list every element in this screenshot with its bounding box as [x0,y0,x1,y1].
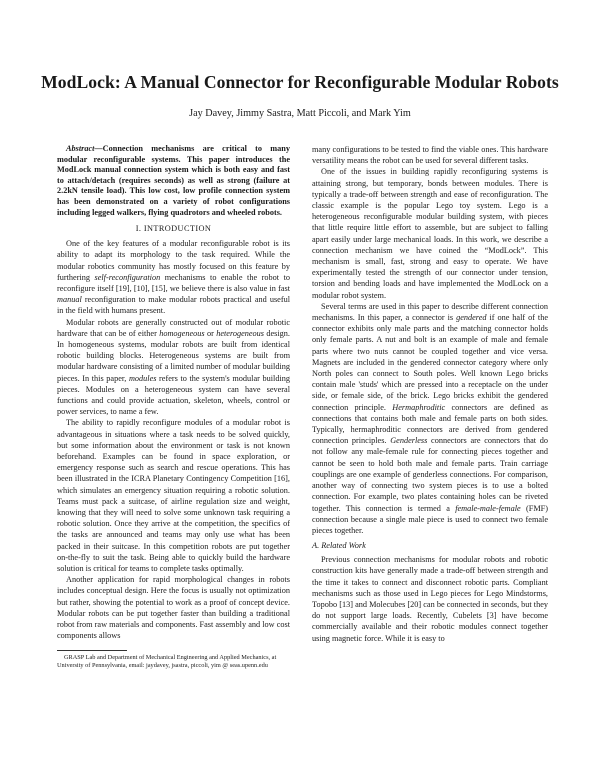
abstract-label: Abstract [66,144,95,153]
footnote-divider [57,650,127,651]
abstract-text: —Connection mechanisms are critical to many modular reconfigurable systems. This paper introduces the ModLock manual connection system which is both easy and fast to attach/detach (requires seconds) as well as strong (failure at 2.2kN tensile load). This low cost, low profile connection system has been demonstrated on a variety of robot configurations including legged walkers, flying quadrotors and wheeled robots. [57,144,290,217]
right-paragraph-3: Several terms are used in this paper to describe different connection mechanisms. In this paper, a connector is gendered if one half of the connector exhibits only male parts and the matching connector holds only female parts. A nut and bolt is an example of male and female parts where two nuts cannot be coupled together and vice versa. Magnets are included in the gendered connector category where only North poles can connect to South poles. Well known Lego bricks contain male 'studs' which are pressed into a receptacle on the under side, or female side, of the brick. Lego bricks exhibit the gendered connection principle. Hermaphroditic connectors are defined as connections that contains both male and female parts on both sides. Typically, hermaphroditic connectors are derived from gendered connection principles. Genderless connectors are connectors that do not follow any male-female rule for connecting pieces together and cannot be seen to hold both male and female parts. Train carriage couplings are one example of genderless connections. For comparison, another way of connecting two system pieces is to use a bolted connection. For example, two plates containing holes can be riveted together. This connection is termed a female-male-female (FMF) connection because a single male piece is used to connect two female pieces together. [312,301,549,535]
section-heading-introduction: I. INTRODUCTION [135,224,212,234]
intro-paragraph-3: The ability to rapidly reconfigure modules of a modular robot is advantageous in situations where a task needs to be solved quickly, but some information about the environment or task is not known beforehand. Examples can be found in space exploration, or emergency response such as search and rescue operations. This has been illustrated in the ICRA Planetary Contingency Competition [16], which simulates an emergency situation requiring a robotic solution. Teams must pack a suitcase, of airline regulation size and weight, knowing that they will need to solve some unknown task requiring a robotic solution. Once they arrive at the competition, the specifics of the tasks are announced and teams may only use what has been packed in their suitcase. In this competition robots are put together on-the-fly to suit the task. Being able to quickly build the hardware solution is critical for teams to complete tasks optimally. [57,418,290,574]
related-work-paragraph: Previous connection mechanisms for modular robots and robotic construction kits have generally made a trade-off between strength and the time it takes to connect and disconnect robotic parts. Compliant mechanisms such as those used in Lego pieces for Lego Mindstorms, Topobo [13] and Molecubes [20] can be connected in seconds, but they do not support large loads. Recently, Cubelets [3] have become commercially available and their robotic modules connect together using magnetic force. While it is easy to [312,555,548,643]
intro-paragraph-4: Another application for rapid morphological changes in robots includes conceptual design. Here the focus is usually not optimization but rather, showing the potential to work as a proof of concept device. Modular robots can be put together faster than building a traditional robot from raw materials and components. Fast assembly and low cost components allows [57,575,290,641]
paper-title: ModLock: A Manual Connector for Reconfigurable Modular Robots [41,72,559,92]
right-paragraph-1: many configurations to be tested to find the viable ones. This hardware versatility means the robot can be used for several different tasks. [312,145,548,166]
abstract [57,144,290,218]
right-column [312,144,548,644]
subsection-heading-related-work: A. Related Work [312,541,366,551]
intro-paragraph-1: One of the key features of a modular reconfigurable robot is its ability to adapt its morphology to the task required. While the modular robotics community has mostly focused on this feature by furthering self-reconfiguration mechanisms to enable the robot to reconfigure itself [19], [10], [15], we believe there is also value in fast manual reconfiguration to make modular robots practical and useful in the field with humans present. [57,239,290,316]
left-column [57,144,290,670]
intro-paragraph-2: Modular robots are generally constructed out of modular robotic hardware that can be of either homogeneous or heterogeneous design. In homogeneous systems, modular robots are built from identical robotic building blocks. Heterogeneous systems are built from modular hardware consisting of a limited number of modular building pieces. In this paper, modules refers to the system's modular building pieces. Modules on a heterogeneous system can have several functions and could provide actuation, skeleton, wheels, control or power services, to name a few. [57,317,290,417]
paper-authors: Jay Davey, Jimmy Sastra, Matt Piccoli, and Mark Yim [189,108,411,119]
right-paragraph-2: One of the issues in building rapidly reconfiguring systems is attaining strong, but temporary, bonds between modules. There is typically a trade-off between strength and ease of reconfiguration. The classic example is the popular Lego toy system. Lego is a heterogeneous reconfigurable modular building system, with pieces that little require little effort to assemble, but are subject to falling apart easily under large mechanical loads. In this work, we describe a connection mechanism we have coined the “ModLock”. This mechanism is small, fast, strong and easy to operate. We have experimentally tested the strength of our connector under tension, torsion and bending loads and have implemented the ModLock on a modular robot system. [312,167,548,300]
affiliation-footnote: GRASP Lab and Department of Mechanical Engineering and Applied Mechanics, at University of Pennsylvania, email: jaydavey, jsastra, piccoli, yim @ seas.upenn.edu [57,654,277,670]
